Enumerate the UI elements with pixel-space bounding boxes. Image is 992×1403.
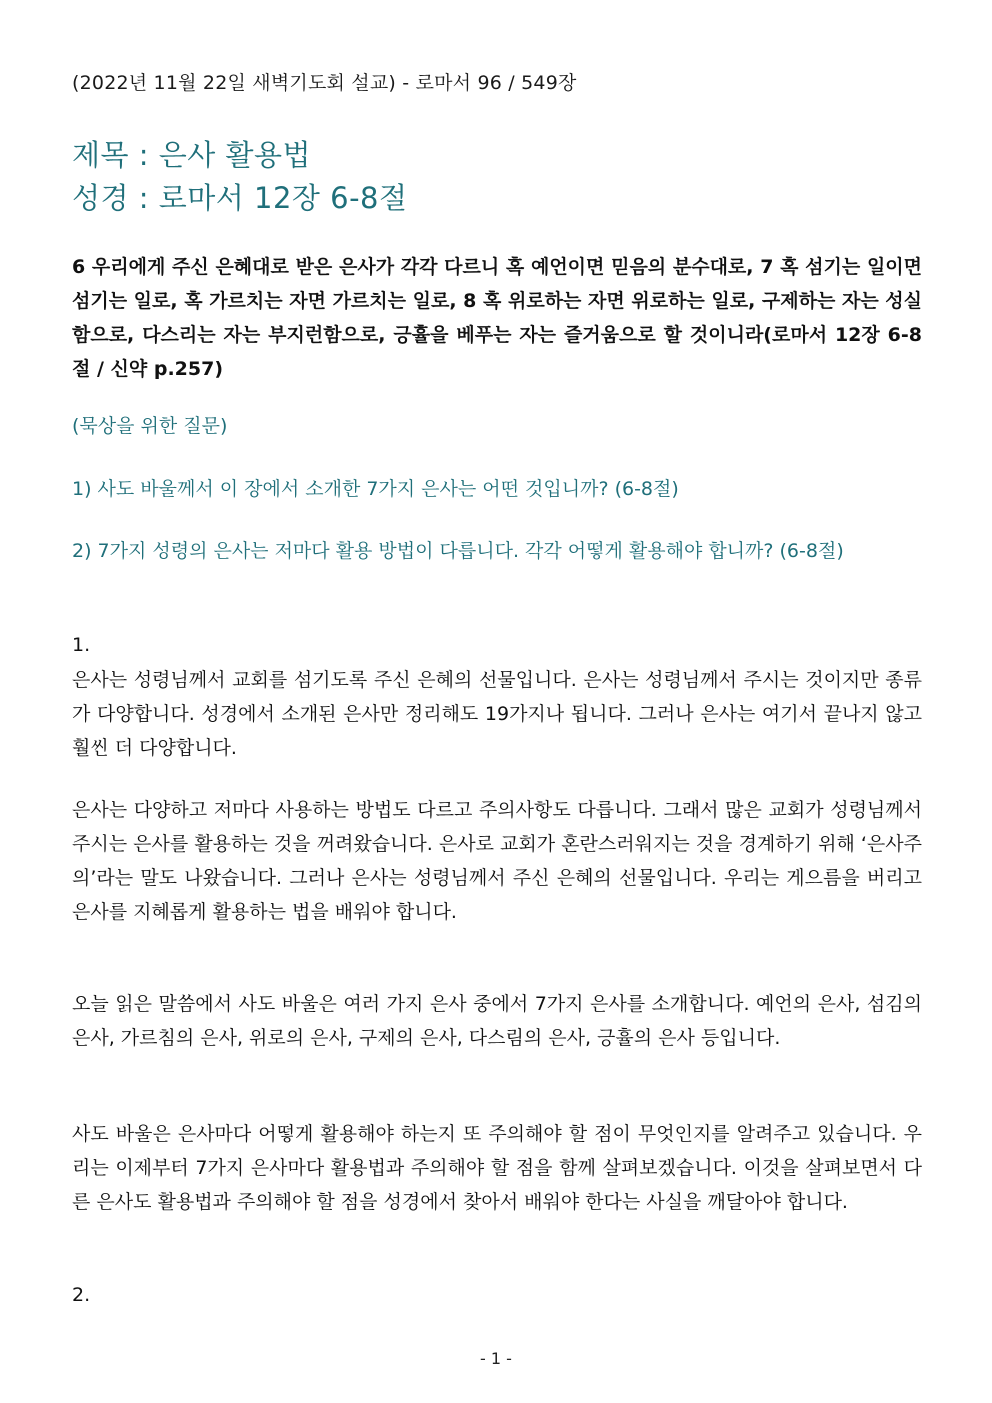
meditation-heading: (묵상을 위한 질문) bbox=[72, 415, 228, 437]
body-paragraph-3: 오늘 읽은 말씀에서 사도 바울은 여러 가지 은사 중에서 7가지 은사를 소개합니다. 예언의 은사, 섬김의 은사, 가르침의 은사, 위로의 은사, 구제의 은사, 다스림의 은사, 긍휼의 은사 등입니다. bbox=[72, 993, 922, 1049]
sermon-title: 제목 : 은사 활용법 bbox=[72, 138, 312, 172]
body-paragraph-4: 사도 바울은 은사마다 어떻게 활용해야 하는지 또 주의해야 할 점이 무엇인지를 알려주고 있습니다. 우리는 이제부터 7가지 은사마다 활용법과 주의해야 할 점을 함께 살펴보겠습니다. 이것을 살펴보면서 다른 은사도 활용법과 주의해야 할 점을 성경에서 찾아서 배워야 한다는 사실을 깨달아야 합니다. bbox=[72, 1123, 922, 1213]
body-paragraph-2: 은사는 다양하고 저마다 사용하는 방법도 다르고 주의사항도 다릅니다. 그래서 많은 교회가 성령님께서 주시는 은사를 활용하는 것을 꺼려왔습니다. 은사로 교회가 혼란스러워지는 것을 경계하기 위해 ‘은사주의’라는 말도 나왔습니다. 그러나 은사는 성령님께서 주신 은혜의 선물입니다. 우리는 게으름을 버리고 은사를 지혜롭게 활용하는 법을 배워야 합니다. bbox=[72, 799, 922, 923]
section-number-2: 2. bbox=[72, 1284, 91, 1306]
service-info-line: (2022년 11월 22일 새벽기도회 설교) - 로마서 96 / 549장 bbox=[72, 72, 577, 94]
body-paragraph-1: 은사는 성령님께서 교회를 섬기도록 주신 은혜의 선물입니다. 은사는 성령님께서 주시는 것이지만 종류가 다양합니다. 성경에서 소개된 은사만 정리해도 19가지나 됩니다. 그러나 은사는 여기서 끝나지 않고 훨씬 더 다양합니다. bbox=[72, 669, 922, 759]
meditation-question-1: 1) 사도 바울께서 이 장에서 소개한 7가지 은사는 어떤 것입니까? (6-8절) bbox=[72, 478, 679, 500]
scripture-text: 6 우리에게 주신 은혜대로 받은 은사가 각각 다르니 혹 예언이면 믿음의 분수대로, 7 혹 섬기는 일이면 섬기는 일로, 혹 가르치는 자면 가르치는 일로, 8 혹 위로하는 자면 위로하는 일로, 구제하는 자는 성실함으로, 다스리는 자는 부지런함으로, 긍휼을 베푸는 자는 즐거움으로 할 것이니라(로마서 12장 6-8절 / 신약 p.257) bbox=[72, 256, 922, 380]
scripture-reference: 성경 : 로마서 12장 6-8절 bbox=[72, 181, 408, 215]
section-number-1: 1. bbox=[72, 634, 91, 656]
meditation-question-2: 2) 7가지 성령의 은사는 저마다 활용 방법이 다릅니다. 각각 어떻게 활용해야 합니까? (6-8절) bbox=[72, 540, 844, 562]
page-number: - 1 - bbox=[480, 1349, 512, 1368]
